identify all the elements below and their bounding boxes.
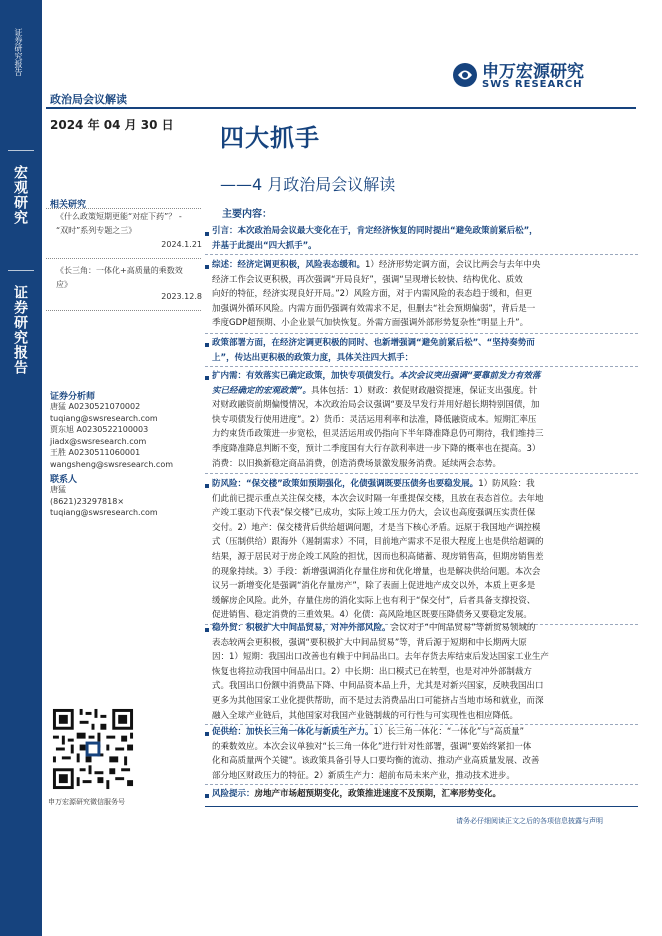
text-line: 产竣工驱动下代表“保交楼”已成功，实际上竣工压力仍大，会议也高度强调压实责任保 bbox=[212, 508, 536, 519]
text-line: 1）防风险：我 bbox=[478, 479, 535, 489]
bullet-icon bbox=[205, 628, 209, 632]
related-item-line: “双时”系列专题之三》 bbox=[56, 226, 137, 235]
demand-lead: 扩内需：有效落实已确定政策，加快专项债发行。 bbox=[212, 371, 400, 381]
logo-cn-text: 申万宏源研究 bbox=[482, 62, 584, 82]
paragraph-intro bbox=[212, 224, 638, 253]
bullet-icon bbox=[205, 232, 209, 236]
paragraph-divider bbox=[205, 784, 638, 785]
text-line: 消费：以旧换新稳定商品消费，创造消费场景激发服务消费。延续两会态势。 bbox=[212, 458, 502, 469]
contact-name: 唐猛 bbox=[50, 485, 66, 494]
analyst-name: 王胜 A0230511060001 bbox=[50, 448, 141, 458]
sidebar-divider bbox=[46, 258, 201, 259]
paragraph-divider bbox=[205, 366, 638, 367]
paragraph-policy bbox=[212, 336, 638, 365]
paragraph-risk-warning bbox=[212, 787, 638, 802]
policy-line: 政策部署方面，在经济定调更积极的同时、也新增强调“避免前紧后松”、“坚持奏势而 bbox=[212, 338, 535, 348]
sidebar-divider bbox=[46, 310, 201, 311]
analyst-name: 贾东旭 A0230522100003 bbox=[50, 425, 149, 435]
paragraph-foreign-trade bbox=[212, 621, 638, 723]
text-line: 表态较两会更积极，强调“要积极扩大中间品贸易”等，背后源于短期和中长期两大原 bbox=[212, 637, 527, 648]
text-line: 更多为其他国家工业化提供帮助，而不是过去消费品出口可能挤占当地市场和就业，而深 bbox=[212, 695, 544, 706]
text-line: 们此前已提示重点关注保交楼，本次会议时隔一年重提保交楼，且放在表态首位。去年地 bbox=[212, 493, 544, 504]
qr-caption: 申万宏源研究微信服务号 bbox=[48, 798, 125, 806]
text-line: 对财政融资前期偏慢情况，本次政治局会议强调“要及早发行并用好超长期特别国债，加 bbox=[212, 400, 540, 411]
strip-category: 宏观研究 bbox=[12, 165, 28, 225]
header-rule bbox=[46, 107, 636, 109]
text-line: 部分地区财政压力的特征。2）新质生产力：超前布局未来产业，推动技术进步。 bbox=[212, 770, 515, 781]
text-line: 季度GDP超预期、小企业景气加快恢复。外需方面强调外部形势复杂性“明显上升”。 bbox=[212, 318, 529, 329]
strip-divider bbox=[8, 150, 34, 151]
related-item-date: 2023.12.8 bbox=[161, 292, 202, 301]
strip-small-label: 证券研究报告 bbox=[14, 28, 23, 76]
series-label: 政治局会议解读 bbox=[50, 93, 127, 106]
text-line: 向好的特征，经济实现良好开局。”2）风险方面，对于内需风险的表态趋于缓和，但更 bbox=[212, 289, 533, 300]
supply-lead: 促供给：加快长三角一体化与新质生产力。 bbox=[212, 727, 374, 737]
text-line: 交付。2）地产：保交楼背后供给超调问题，才是当下核心矛盾。远原于我国地产调控模 bbox=[212, 522, 541, 533]
company-logo bbox=[452, 56, 642, 96]
text-line: 1）长三角一体化：“一体化”与“高质量” bbox=[373, 727, 525, 737]
trade-lead: 稳外贸：积极扩大中间品贸易，对冲外部风险。 bbox=[212, 623, 391, 633]
analyst-name: 唐猛 A0230521070002 bbox=[50, 402, 141, 411]
text-line: 化和高质量两个关键”。该政策具备引导人口要均衡的流动、推动产业高质量发展、改善 bbox=[212, 756, 540, 767]
text-line: 具体包括：1）财政：救促财政融资提速，保证支出强度。针 bbox=[310, 385, 538, 396]
text-line: 恢复也将拉动我国中间品出口。2）中长期：出口模式已在转型，也是对冲外部制裁方 bbox=[212, 666, 532, 677]
demand-emphasis: 实已经确定的宏观政策”。 bbox=[212, 385, 311, 396]
text-line: 融入全球产业链后，其他国家对我国产业链制裁的可行性与可实现性也相应降低。 bbox=[212, 710, 519, 721]
related-item-line: 《什么政策短期更能“对症下药”？ - bbox=[56, 212, 182, 221]
related-item-line: 应》 bbox=[56, 280, 72, 289]
bullet-icon bbox=[205, 265, 209, 269]
contact-block bbox=[50, 484, 205, 519]
contact-heading: 联系人 bbox=[50, 475, 78, 485]
policy-line: 上”，传达出更积极的政策力度，具体关注四大抓手： bbox=[212, 352, 414, 363]
demand-emphasis: 本次会议突出强调“要靠前发力有效落 bbox=[399, 371, 541, 381]
strip-doc-type: 证券研究报告 bbox=[12, 285, 28, 375]
disclaimer-footer: 请务必仔细阅读正文之后的各项信息披露与声明 bbox=[456, 817, 603, 825]
text-line: 季度降准降息判断不变，预计二季度国有大行存款利率进一步下降的概率也在提高。3） bbox=[212, 443, 541, 454]
text-line: 因：1）短期：我国出口改善也有赖于中间品出口。去年存货去库结束后发达国家工业生产 bbox=[212, 652, 549, 663]
summary-heading: 主要内容： bbox=[222, 209, 272, 220]
bullet-icon bbox=[205, 732, 209, 736]
text-line: 1）经济形势定调方面，会议比两会与去年中央 bbox=[365, 260, 541, 270]
text-line: 的现象持续。3）手段：新增强调消化存量住房和优化增量，也是解决供给问题。本次会 bbox=[212, 566, 541, 577]
text-line: 会议对于“中间品贸易”等新贸易领域的 bbox=[390, 623, 536, 633]
text-line: 缓解房企风险。此外，存量住房的消化实际上也有利于“保交付”，后者具备支撑投资、 bbox=[212, 595, 536, 606]
text-line: 式（压制供给）跟海外（遏制需求）不同，目前地产需求不足很大程度上也是供给超调的 bbox=[212, 537, 544, 548]
paragraph-supply bbox=[212, 725, 638, 783]
text-line: 结果，源于居民对于房企竣工风险的担忧，因而也积高储蓄、现房销售高，但期房销售差 bbox=[212, 551, 544, 562]
logo-en-text: SWS RESEARCH bbox=[482, 79, 583, 90]
contact-phone: (8621)23297818× bbox=[50, 496, 125, 506]
paragraph-risk-prevention bbox=[212, 477, 638, 623]
logo-mark-icon bbox=[452, 62, 478, 88]
left-color-strip bbox=[0, 0, 42, 936]
overview-lead: 综述：经济定调更积极，风险表态缓和。 bbox=[212, 260, 366, 270]
report-subtitle: ——4 月政治局会议解读 bbox=[220, 175, 396, 194]
text-line: 加强调外循环风险。内需方面仍强调有效需求不足，但删去“社会预期偏弱”，背后是一 bbox=[212, 303, 536, 314]
paragraph-divider bbox=[205, 254, 638, 255]
related-heading: 相关研究 bbox=[50, 200, 87, 210]
analysts-heading: 证券分析师 bbox=[50, 392, 96, 402]
paragraph-overview bbox=[212, 258, 638, 331]
analyst-email[interactable]: wangsheng@swsresearch.com bbox=[50, 459, 174, 469]
text-line: 力约束货币政策进一步宽松，但灵活运用或仍指向下半年降准降息仍可期待，我们维持三 bbox=[212, 429, 544, 440]
related-item-date: 2024.1.21 bbox=[161, 240, 202, 249]
risk-warning-text: 房地产市场超预期变化，政策推进速度不及预期，汇率形势变化。 bbox=[254, 789, 502, 799]
analyst-email[interactable]: tuqiang@swsresearch.com bbox=[50, 413, 158, 423]
report-title: 四大抓手 bbox=[220, 124, 320, 152]
report-date: 2024 年 04 月 30 日 bbox=[50, 118, 174, 132]
text-line: 的乘数效应。本次会议单独对“长三角一体化”进行针对性部署，强调“要始终紧扣一体 bbox=[212, 741, 532, 752]
intro-line: 引言：本次政治局会议最大变化在于，肯定经济恢复的同时提出“避免政策前紧后松”， bbox=[212, 226, 538, 236]
paragraph-divider bbox=[205, 473, 638, 474]
bullet-icon bbox=[205, 376, 209, 380]
paragraph-domestic-demand bbox=[212, 369, 638, 471]
related-item-line: 《长三角：一体化+高质量的乘数效 bbox=[56, 266, 183, 275]
sidebar-divider bbox=[46, 208, 201, 209]
qr-code-icon[interactable] bbox=[50, 706, 136, 792]
intro-line: 并基于此提出“四大抓手”。 bbox=[212, 240, 317, 251]
text-line: 议另一新增变化是强调“消化存量房产”，除了表面上促进地产成交以外，本质上更多是 bbox=[212, 581, 536, 592]
text-line: 促进销售、稳定消费的三重效果。4）化债：高风险地区既要压降债务又要稳定发展。 bbox=[212, 610, 532, 621]
bullet-icon bbox=[205, 343, 209, 347]
contact-email[interactable]: tuqiang@swsresearch.com bbox=[50, 508, 158, 518]
text-line: 式。我国出口份额中消费品下降、中间品资本品上升，尤其是对新兴国家，反映我国出口 bbox=[212, 681, 544, 692]
risk-lead: 防风险：“保交楼”政策如预期强化，化债强调既要压债务也要稳发展。 bbox=[212, 479, 479, 489]
bullet-icon bbox=[205, 794, 209, 798]
footer-rule bbox=[205, 806, 638, 807]
analyst-list bbox=[50, 401, 205, 471]
strip-divider bbox=[8, 270, 34, 271]
related-item[interactable] bbox=[56, 264, 206, 292]
paragraph-divider bbox=[205, 333, 638, 334]
text-line: 经济工作会议更积极，再次强调“开局良好”，强调“呈现增长较快、结构优化、质效 bbox=[212, 274, 523, 285]
analyst-email[interactable]: jiadx@swsresearch.com bbox=[50, 436, 147, 446]
text-line: 快专项债发行使用进度”。2）货币：灵活运用利率和法准，降低融资成本。短期汇率压 bbox=[212, 414, 537, 425]
related-item[interactable] bbox=[56, 210, 206, 238]
bullet-icon bbox=[205, 484, 209, 488]
risk-warning-lead: 风险提示： bbox=[212, 789, 255, 799]
